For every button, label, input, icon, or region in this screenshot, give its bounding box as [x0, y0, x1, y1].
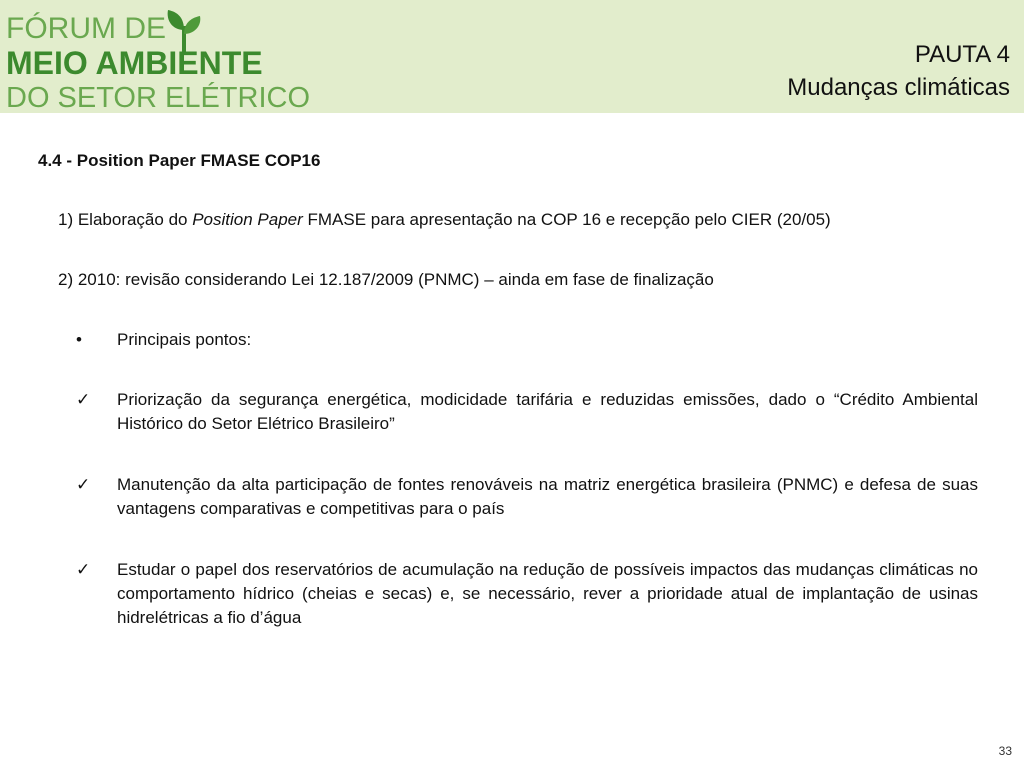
checkmark-icon: ✓ [76, 390, 91, 409]
check-item-text: Estudar o papel dos reservatórios de acumulação na redução de possíveis impactos das mudanças climáticas no comportamento hídrico (cheias e secas) e, se necessário, rever a prioridade atual de implantação de usinas hidrelétricas a fio d’água [117, 560, 978, 627]
title-line-1: PAUTA 4 [914, 41, 1010, 68]
item1-prefix: 1) Elaboração do [58, 210, 193, 229]
logo-line-2: MEIO AMBIENTE [6, 45, 263, 81]
item1-emphasis: Position Paper [192, 210, 303, 229]
title-line-2: Mudanças climáticas [787, 74, 1010, 101]
checkmark-icon: ✓ [76, 475, 91, 494]
numbered-item-1 [58, 208, 831, 232]
header-band [0, 0, 1024, 113]
logo-line-1: FÓRUM DE [6, 12, 166, 45]
bullet-icon: • [76, 330, 82, 349]
section-title: 4.4 - Position Paper FMASE COP16 [38, 151, 321, 170]
logo-line-3: DO SETOR ELÉTRICO [6, 82, 311, 114]
slide-content [0, 113, 1024, 753]
slide-title [787, 40, 1010, 106]
forum-logo [6, 8, 311, 114]
checkmark-icon: ✓ [76, 560, 91, 579]
bullet-label: Principais pontos: [117, 330, 252, 349]
sprout-icon [164, 8, 204, 52]
check-item-text: Priorização da segurança energética, modicidade tarifária e reduzidas emissões, dado o “Crédito Ambiental Histórico do Setor Elétrico Brasileiro” [117, 390, 978, 433]
numbered-item-2: 2) 2010: revisão considerando Lei 12.187/2009 (PNMC) – ainda em fase de finalização [58, 270, 714, 289]
item1-suffix: FMASE para apresentação na COP 16 e recepção pelo CIER (20/05) [302, 210, 831, 229]
check-item-text: Manutenção da alta participação de fontes renováveis na matriz energética brasileira (PNMC) e defesa de suas vantagens comparativas e competitivas para o país [117, 475, 978, 518]
page-number: 33 [998, 744, 1012, 758]
